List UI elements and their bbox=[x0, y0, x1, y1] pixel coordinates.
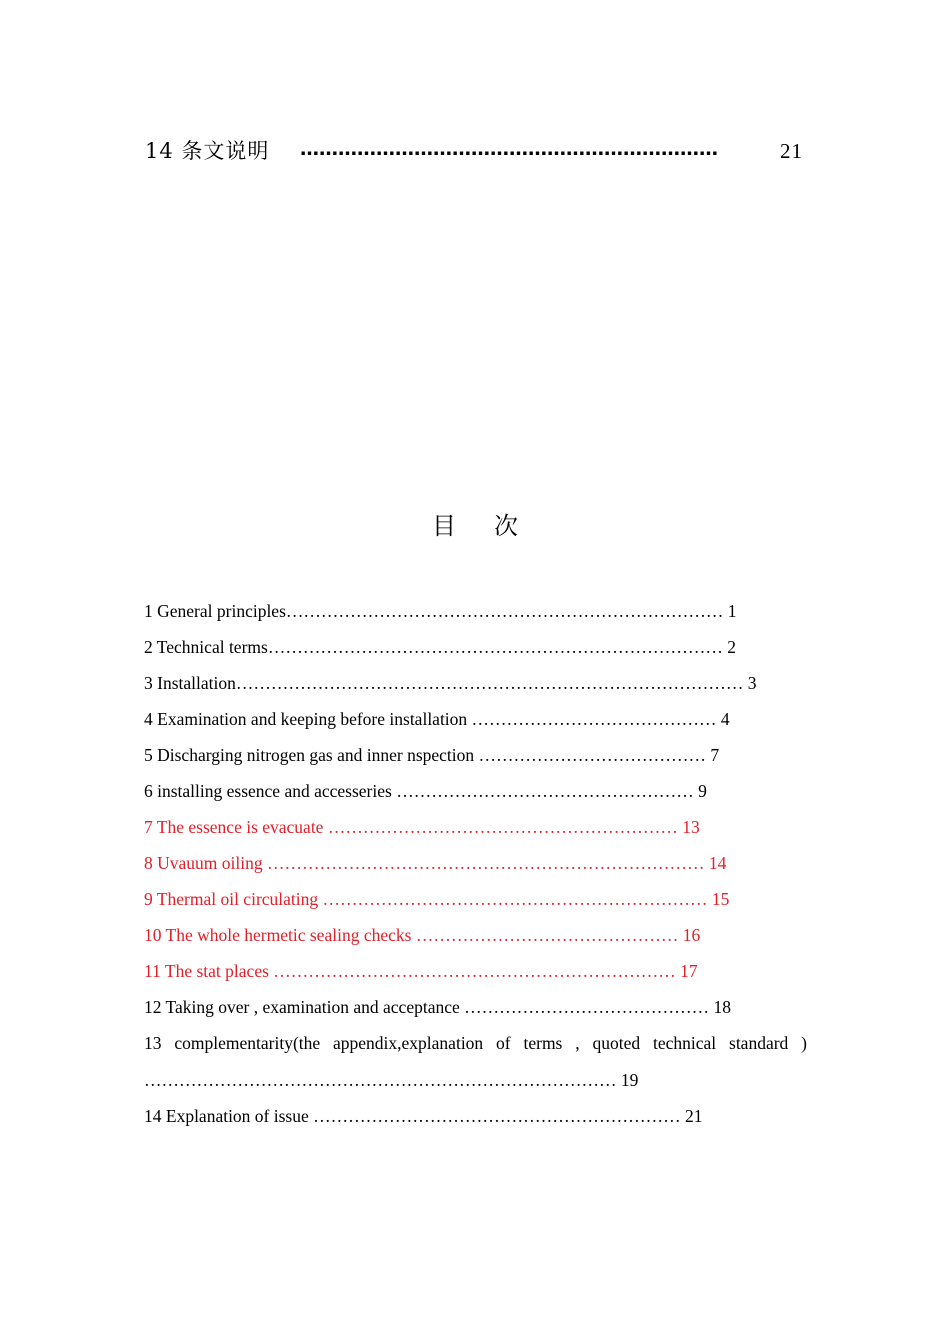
toc-entry-leader: ………………………………………………………… bbox=[322, 889, 708, 909]
toc-entry-4[interactable] bbox=[144, 704, 730, 734]
toc-entry-label: 2 Technical terms bbox=[144, 637, 268, 657]
toc-entry-label: 6 installing essence and accesseries bbox=[144, 781, 397, 801]
toc-entry-page: 14 bbox=[704, 853, 727, 873]
toc-entry-page: 17 bbox=[675, 961, 698, 981]
toc-entry-page: 4 bbox=[716, 709, 730, 729]
toc-entry-page: 2 bbox=[722, 637, 736, 657]
toc-entry-page: 13 bbox=[677, 817, 700, 837]
toc-entry-leader: …………………………………………………………………… bbox=[267, 637, 723, 657]
toc-entry-leader: …………………………………… bbox=[471, 709, 717, 729]
toc-entry-page: 16 bbox=[678, 925, 701, 945]
toc-entry-3[interactable] bbox=[144, 668, 756, 698]
toc-entry-label: 4 Examination and keeping before installation bbox=[144, 709, 472, 729]
toc-entry-13-line-2[interactable] bbox=[144, 1065, 638, 1095]
toc-entry-page: 18 bbox=[709, 997, 732, 1017]
toc-entry-leader: ……………………………………… bbox=[415, 925, 679, 945]
toc-entry-page: 3 bbox=[743, 673, 757, 693]
toc-entry-page: 9 bbox=[693, 781, 707, 801]
toc-title: 目次 bbox=[432, 512, 556, 540]
toc-entry-9[interactable] bbox=[144, 884, 729, 914]
top-toc-entry bbox=[145, 136, 805, 166]
toc-entry-label: 13 complementarity(the appendix,explanation of terms , quoted technical standard ) bbox=[144, 1033, 807, 1053]
toc-entry-leader: ……………………………………………………… bbox=[313, 1106, 681, 1126]
toc-entry-label: 10 The whole hermetic sealing checks bbox=[144, 925, 416, 945]
toc-entry-page: 1 bbox=[723, 601, 737, 621]
toc-entry-5[interactable] bbox=[144, 740, 719, 770]
toc-entry-1[interactable] bbox=[144, 596, 737, 626]
toc-entry-12[interactable] bbox=[144, 992, 731, 1022]
toc-entry-label: 1 General principles bbox=[144, 601, 286, 621]
toc-entry-leader: …………………………………………………………………………… bbox=[235, 673, 744, 693]
toc-entry-6[interactable] bbox=[144, 776, 707, 806]
toc-entry-7[interactable] bbox=[144, 812, 700, 842]
top-entry-label: 14 条文说明 bbox=[145, 139, 270, 163]
toc-entry-page: 19 bbox=[616, 1070, 639, 1090]
toc-entry-label: 5 Discharging nitrogen gas and inner nspection bbox=[144, 745, 479, 765]
toc-entry-label: 3 Installation bbox=[144, 673, 236, 693]
toc-entry-2[interactable] bbox=[144, 632, 736, 662]
top-entry-leader: ………………………………………………………… bbox=[300, 138, 718, 160]
toc-entry-label: 11 The stat places bbox=[144, 961, 274, 981]
top-entry-page: 21 bbox=[780, 139, 803, 163]
toc-entry-label: 7 The essence is evacuate bbox=[144, 817, 328, 837]
toc-entry-label: 9 Thermal oil circulating bbox=[144, 889, 323, 909]
toc-entry-page: 15 bbox=[707, 889, 730, 909]
toc-entry-8[interactable] bbox=[144, 848, 726, 878]
toc-entry-page: 21 bbox=[680, 1106, 703, 1126]
toc-entry-label: 8 Uvauum oiling bbox=[144, 853, 267, 873]
toc-entry-leader: …………………………………… bbox=[464, 997, 710, 1017]
toc-entry-leader: …………………………………………… bbox=[396, 781, 694, 801]
toc-entry-11[interactable] bbox=[144, 956, 698, 986]
toc-entry-leader: ……………………………………………………………………… bbox=[144, 1070, 617, 1090]
toc-entry-leader: ………………………………………………………………… bbox=[266, 853, 705, 873]
toc-entry-label: 14 Explanation of issue bbox=[144, 1106, 314, 1126]
toc-entry-label: 12 Taking over , examination and acceptance bbox=[144, 997, 465, 1017]
toc-entry-14[interactable] bbox=[144, 1101, 703, 1131]
toc-entry-leader: ………………………………………………………………… bbox=[285, 601, 724, 621]
toc-entry-leader: ………………………………… bbox=[478, 745, 707, 765]
toc-entry-10[interactable] bbox=[144, 920, 700, 950]
toc-entry-13-line-1[interactable] bbox=[144, 1028, 807, 1058]
toc-entry-leader: …………………………………………………… bbox=[327, 817, 678, 837]
toc-entry-page: 7 bbox=[706, 745, 720, 765]
toc-entry-leader: …………………………………………………………… bbox=[273, 961, 676, 981]
